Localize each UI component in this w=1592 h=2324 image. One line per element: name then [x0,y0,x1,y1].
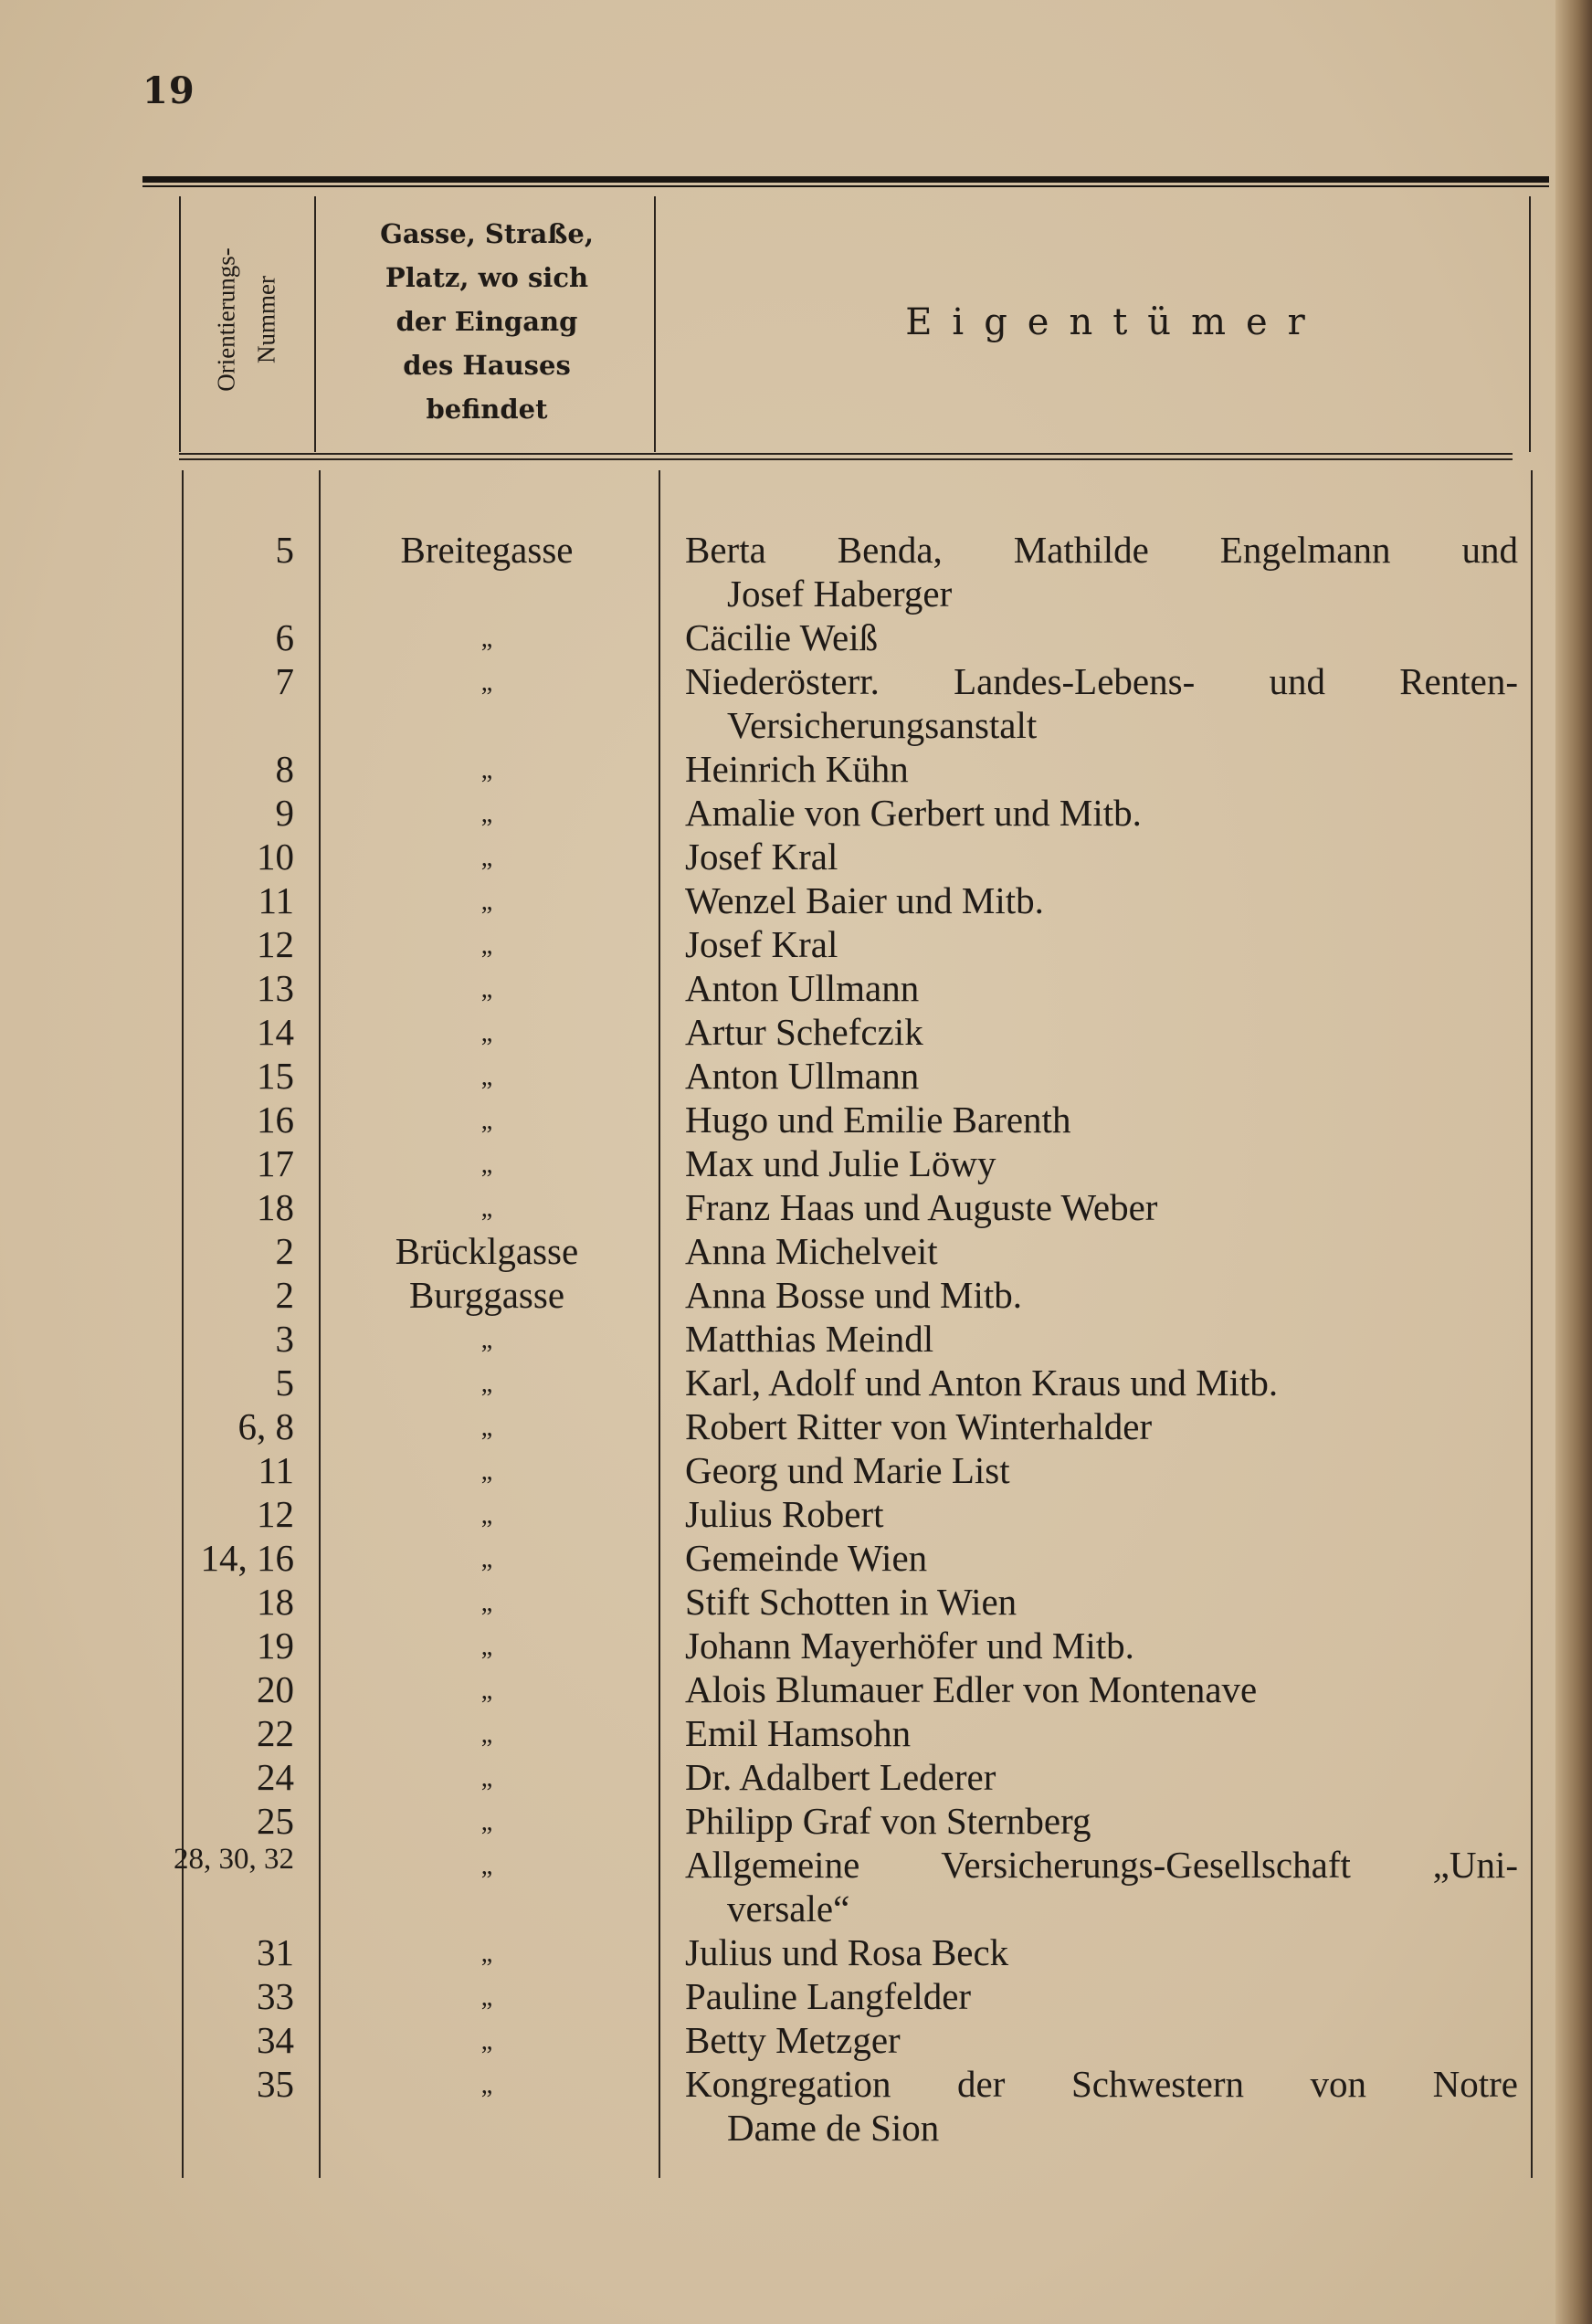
ditto-mark: „ [480,1633,493,1661]
house-number: 19 [257,1625,294,1667]
ditto-mark: „ [480,1414,493,1442]
ditto-mark: „ [480,931,493,960]
table-row [0,1361,1592,1404]
table-row [0,1141,1592,1185]
owner-cell [685,1536,1518,1580]
ditto-mark: „ [480,1194,493,1223]
table-row [0,1273,1592,1317]
owner-name: Allgemeine Versicherungs-Gesellschaft „Uni- [685,1844,1518,1886]
owner-cell [685,1185,1518,1229]
owner-name: Julius Robert [685,1493,884,1535]
ditto-mark: „ [480,1501,493,1530]
owner-cell [685,1624,1518,1667]
ditto-mark: „ [480,1589,493,1617]
column-divider-2-header [654,196,656,452]
table-row [0,1580,1592,1624]
table-row [0,835,1592,878]
table-row [0,1799,1592,1843]
ditto-mark: „ [480,1983,493,2012]
table-row [0,1930,1592,1974]
ditto-mark: „ [480,668,493,697]
table-row [0,878,1592,922]
ditto-mark: „ [480,625,493,653]
ditto-mark: „ [480,800,493,828]
header-street-line-1: Gasse, Straße, [380,218,594,249]
owner-name: Niederösterr. Landes-Lebens- und Renten- [685,660,1518,702]
house-number: 17 [257,1142,294,1184]
owner-name: Alois Blumauer Edler von Montenave [685,1668,1258,1710]
owner-cell [685,922,1518,966]
house-number: 6, 8 [237,1405,294,1447]
ditto-mark: „ [480,844,493,872]
header-owner-column: Eigentümer [905,301,1325,343]
header-number-line-1: Orientierungs- [213,247,241,392]
table-row [0,1010,1592,1054]
table-row [0,1492,1592,1536]
ditto-mark: „ [480,1764,493,1793]
house-number: 8 [275,748,294,790]
house-number: 12 [257,1493,294,1535]
house-number: 3 [275,1318,294,1360]
table-row [0,1536,1592,1580]
owner-cell [685,1492,1518,1536]
owner-cell [685,1580,1518,1624]
header-number-column [179,196,314,443]
owner-name: Josef Kral [685,923,838,965]
owner-name: Josef Kral [685,836,838,878]
owner-name-continuation: Versicherungsanstalt [727,704,1038,746]
owner-name: Franz Haas und Auguste Weber [685,1186,1158,1228]
owner-name: Gemeinde Wien [685,1537,928,1579]
page-number: 19 [142,69,195,112]
table-row [0,2062,1592,2150]
owner-name: Georg und Marie List [685,1449,1010,1491]
owner-name: Anton Ullmann [685,1055,920,1097]
owner-name: Wenzel Baier und Mitb. [685,879,1044,921]
owner-cell [685,835,1518,878]
table-row [0,922,1592,966]
owner-name: Dr. Adalbert Lederer [685,1756,996,1798]
owner-cell [685,1667,1518,1711]
owner-cell [685,1404,1518,1448]
table-row [0,1448,1592,1492]
ditto-mark: „ [480,1720,493,1749]
table-row [0,1974,1592,2018]
house-number: 25 [257,1800,294,1842]
owner-name: Matthias Meindl [685,1318,934,1360]
owner-cell [685,1974,1518,2018]
table-body [0,528,1592,2150]
owner-name: Berta Benda, Mathilde Engelmann und [685,529,1518,571]
house-number: 14 [257,1011,294,1053]
table-row [0,791,1592,835]
owner-name: Heinrich Kühn [685,748,909,790]
header-street-line-5: befindet [426,394,548,425]
owner-name: Robert Ritter von Winterhalder [685,1405,1153,1447]
house-number: 14, 16 [200,1537,294,1579]
table-row [0,1054,1592,1098]
house-number: 28, 30, 32 [174,1843,294,1876]
ditto-mark: „ [480,1677,493,1705]
house-number: 18 [257,1581,294,1623]
house-number: 11 [258,1449,294,1491]
column-divider-1-header [314,196,316,452]
owner-name: Anna Bosse und Mitb. [685,1274,1022,1316]
owner-name-continuation: Josef Haberger [727,573,953,615]
ditto-mark: „ [480,888,493,916]
header-street-line-2: Platz, wo sich [385,262,589,293]
ditto-mark: „ [480,1326,493,1354]
house-number: 33 [257,1975,294,2017]
street-name: Burggasse [408,1274,565,1316]
owner-name: Kongregation der Schwestern von Notre [685,2063,1518,2105]
ditto-mark: „ [480,1063,493,1091]
table-row [0,528,1592,615]
header-street-line-3: der Eingang [395,306,578,337]
table-row [0,1185,1592,1229]
owner-cell [685,1010,1518,1054]
owner-cell [685,791,1518,835]
table-row [0,2018,1592,2062]
owner-name-continuation: versale“ [727,1888,850,1930]
owner-cell [685,1141,1518,1185]
owner-cell [685,1448,1518,1492]
house-number: 22 [257,1712,294,1754]
owner-name: Pauline Langfelder [685,1975,972,2017]
ditto-mark: „ [480,1151,493,1179]
owner-name: Hugo und Emilie Barenth [685,1099,1071,1141]
owner-cell [685,1317,1518,1361]
house-number: 9 [275,792,294,834]
owner-cell [685,1711,1518,1755]
owner-cell [685,747,1518,791]
table-row [0,1098,1592,1141]
ditto-mark: „ [480,1545,493,1573]
ditto-mark: „ [480,1852,493,1880]
owner-cell [685,1054,1518,1098]
owner-cell [685,1361,1518,1404]
owner-cell [685,966,1518,1010]
table-row [0,1229,1592,1273]
house-number: 18 [257,1186,294,1228]
table-row [0,1317,1592,1361]
owner-cell [685,1229,1518,1273]
owner-cell [685,1930,1518,1974]
owner-name: Betty Metzger [685,2019,901,2061]
owner-name: Karl, Adolf und Anton Kraus und Mitb. [685,1362,1279,1404]
ditto-mark: „ [480,2071,493,2099]
house-number: 16 [257,1099,294,1141]
house-number: 2 [275,1230,294,1272]
owner-name: Johann Mayerhöfer und Mitb. [685,1625,1134,1667]
ditto-mark: „ [480,975,493,1004]
header-street-column [322,212,652,431]
owner-cell [685,1843,1518,1930]
table-row [0,747,1592,791]
table-row [0,1755,1592,1799]
ditto-mark: „ [480,1808,493,1836]
owner-name: Anton Ullmann [685,967,920,1009]
owner-cell [685,528,1518,615]
street-name: Breitegasse [400,529,574,571]
house-number: 15 [257,1055,294,1097]
table-row [0,1843,1592,1930]
ditto-mark: „ [480,756,493,784]
house-number: 20 [257,1668,294,1710]
ditto-mark: „ [480,2027,493,2056]
table-row [0,966,1592,1010]
ditto-mark: „ [480,1940,493,1968]
owner-name-continuation: Dame de Sion [727,2107,940,2149]
owner-name: Amalie von Gerbert und Mitb. [685,792,1142,834]
owner-name: Stift Schotten in Wien [685,1581,1017,1623]
owner-name: Julius und Rosa Beck [685,1931,1009,1973]
owner-cell [685,2062,1518,2150]
owner-name: Philipp Graf von Sternberg [685,1800,1091,1842]
table-row [0,1404,1592,1448]
owner-name: Anna Michelveit [685,1230,938,1272]
owner-name: Emil Hamsohn [685,1712,912,1754]
table-row [0,1711,1592,1755]
owner-cell [685,1098,1518,1141]
street-name: Brücklgasse [395,1230,579,1272]
owner-name: Cäcilie Weiß [685,616,879,658]
owner-cell [685,878,1518,922]
table-top-rule [142,176,1549,187]
house-number: 2 [275,1274,294,1316]
house-number: 31 [257,1931,294,1973]
owner-name: Max und Julie Löwy [685,1142,996,1184]
house-number: 13 [257,967,294,1009]
table-row [0,615,1592,659]
house-number: 34 [257,2019,294,2061]
table-row [0,659,1592,747]
ditto-mark: „ [480,1019,493,1047]
owner-cell [685,1755,1518,1799]
ditto-mark: „ [480,1457,493,1486]
ditto-mark: „ [480,1107,493,1135]
house-number: 5 [275,1362,294,1404]
house-number: 10 [257,836,294,878]
house-number: 6 [275,616,294,658]
house-number: 7 [275,660,294,702]
owner-name: Artur Schefczik [685,1011,923,1053]
owner-cell [685,1799,1518,1843]
owner-cell [685,615,1518,659]
owner-cell [685,659,1518,747]
ditto-mark: „ [480,1370,493,1398]
header-bottom-rule [179,453,1513,460]
house-number: 12 [257,923,294,965]
house-number: 5 [275,529,294,571]
header-street-line-4: des Hauses [403,350,571,381]
table-row [0,1667,1592,1711]
house-number: 24 [257,1756,294,1798]
house-number: 11 [258,879,294,921]
house-number: 35 [257,2063,294,2105]
owner-cell [685,1273,1518,1317]
table-row [0,1624,1592,1667]
owner-cell [685,2018,1518,2062]
header-number-line-2: Nummer [253,276,281,363]
